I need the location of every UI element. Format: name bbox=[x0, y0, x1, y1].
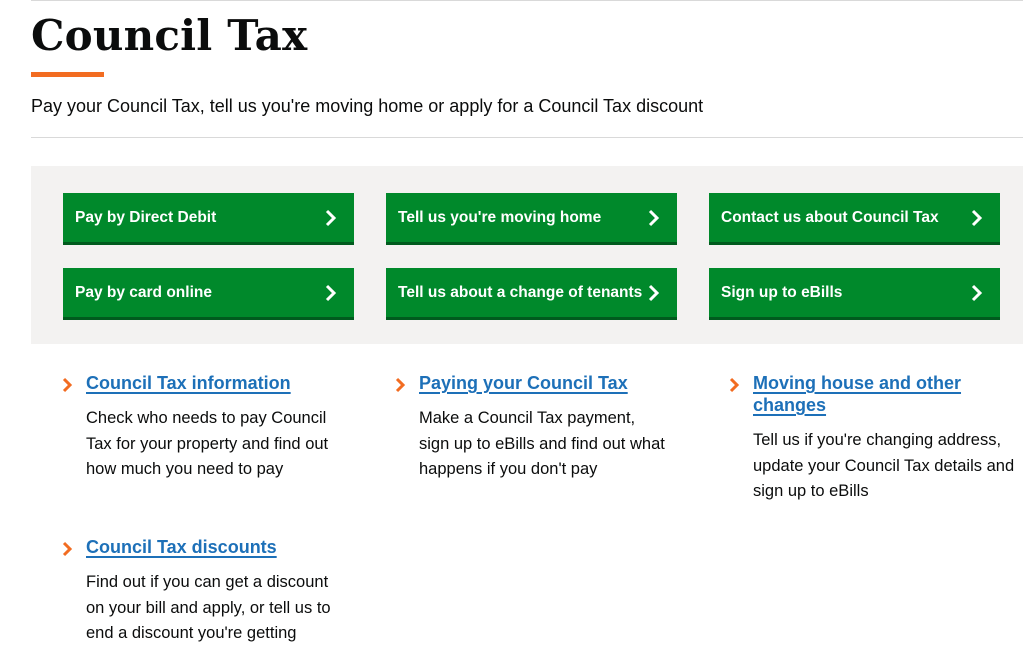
chevron-right-icon bbox=[320, 282, 342, 304]
chevron-right-icon bbox=[966, 282, 988, 304]
button-label: Pay by card online bbox=[75, 283, 212, 301]
chevron-right-icon bbox=[643, 207, 665, 229]
chevron-right-icon bbox=[62, 377, 74, 393]
moving-house-link[interactable]: Moving house and other changes bbox=[753, 373, 962, 415]
intro-divider bbox=[31, 137, 1023, 138]
chevron-right-icon bbox=[395, 377, 407, 393]
page-intro: Pay your Council Tax, tell us you're moving home or apply for a Council Tax discount bbox=[31, 96, 704, 116]
topic-description: Check who needs to pay Council Tax for your property and find out how much you need to pay bbox=[86, 409, 329, 478]
council-tax-discounts-link[interactable]: Council Tax discounts bbox=[86, 537, 277, 557]
page-title: Council Tax bbox=[31, 11, 308, 60]
chevron-right-icon bbox=[320, 207, 342, 229]
sign-up-ebills-button[interactable] bbox=[709, 268, 1000, 317]
pay-by-card-button[interactable] bbox=[63, 268, 354, 317]
button-label: Tell us you're moving home bbox=[398, 208, 602, 226]
button-label: Contact us about Council Tax bbox=[721, 208, 939, 226]
top-divider bbox=[31, 0, 1023, 1]
chevron-right-icon bbox=[966, 207, 988, 229]
title-accent-bar bbox=[31, 72, 104, 77]
council-tax-information-link[interactable]: Council Tax information bbox=[86, 373, 291, 393]
contact-us-button[interactable] bbox=[709, 193, 1000, 242]
chevron-right-icon bbox=[643, 282, 665, 304]
tell-us-moving-home-button[interactable] bbox=[386, 193, 677, 242]
button-label: Pay by Direct Debit bbox=[75, 208, 217, 226]
pay-by-direct-debit-button[interactable] bbox=[63, 193, 354, 242]
paying-your-council-tax-link[interactable]: Paying your Council Tax bbox=[419, 373, 628, 393]
quick-links-panel bbox=[31, 166, 1023, 344]
button-label: Tell us about a change of tenants bbox=[398, 283, 643, 301]
change-of-tenants-button[interactable] bbox=[386, 268, 677, 317]
chevron-right-icon bbox=[729, 377, 741, 393]
button-label: Sign up to eBills bbox=[721, 283, 843, 301]
topic-description: Find out if you can get a discount on your bill and apply, or tell us to end a discount you're getting bbox=[86, 573, 331, 642]
topic-description: Make a Council Tax payment, sign up to eBills and find out what happens if you don't pay bbox=[419, 409, 665, 478]
topic-description: Tell us if you're changing address, update your Council Tax details and sign up to eBills bbox=[753, 431, 1015, 500]
chevron-right-icon bbox=[62, 541, 74, 557]
